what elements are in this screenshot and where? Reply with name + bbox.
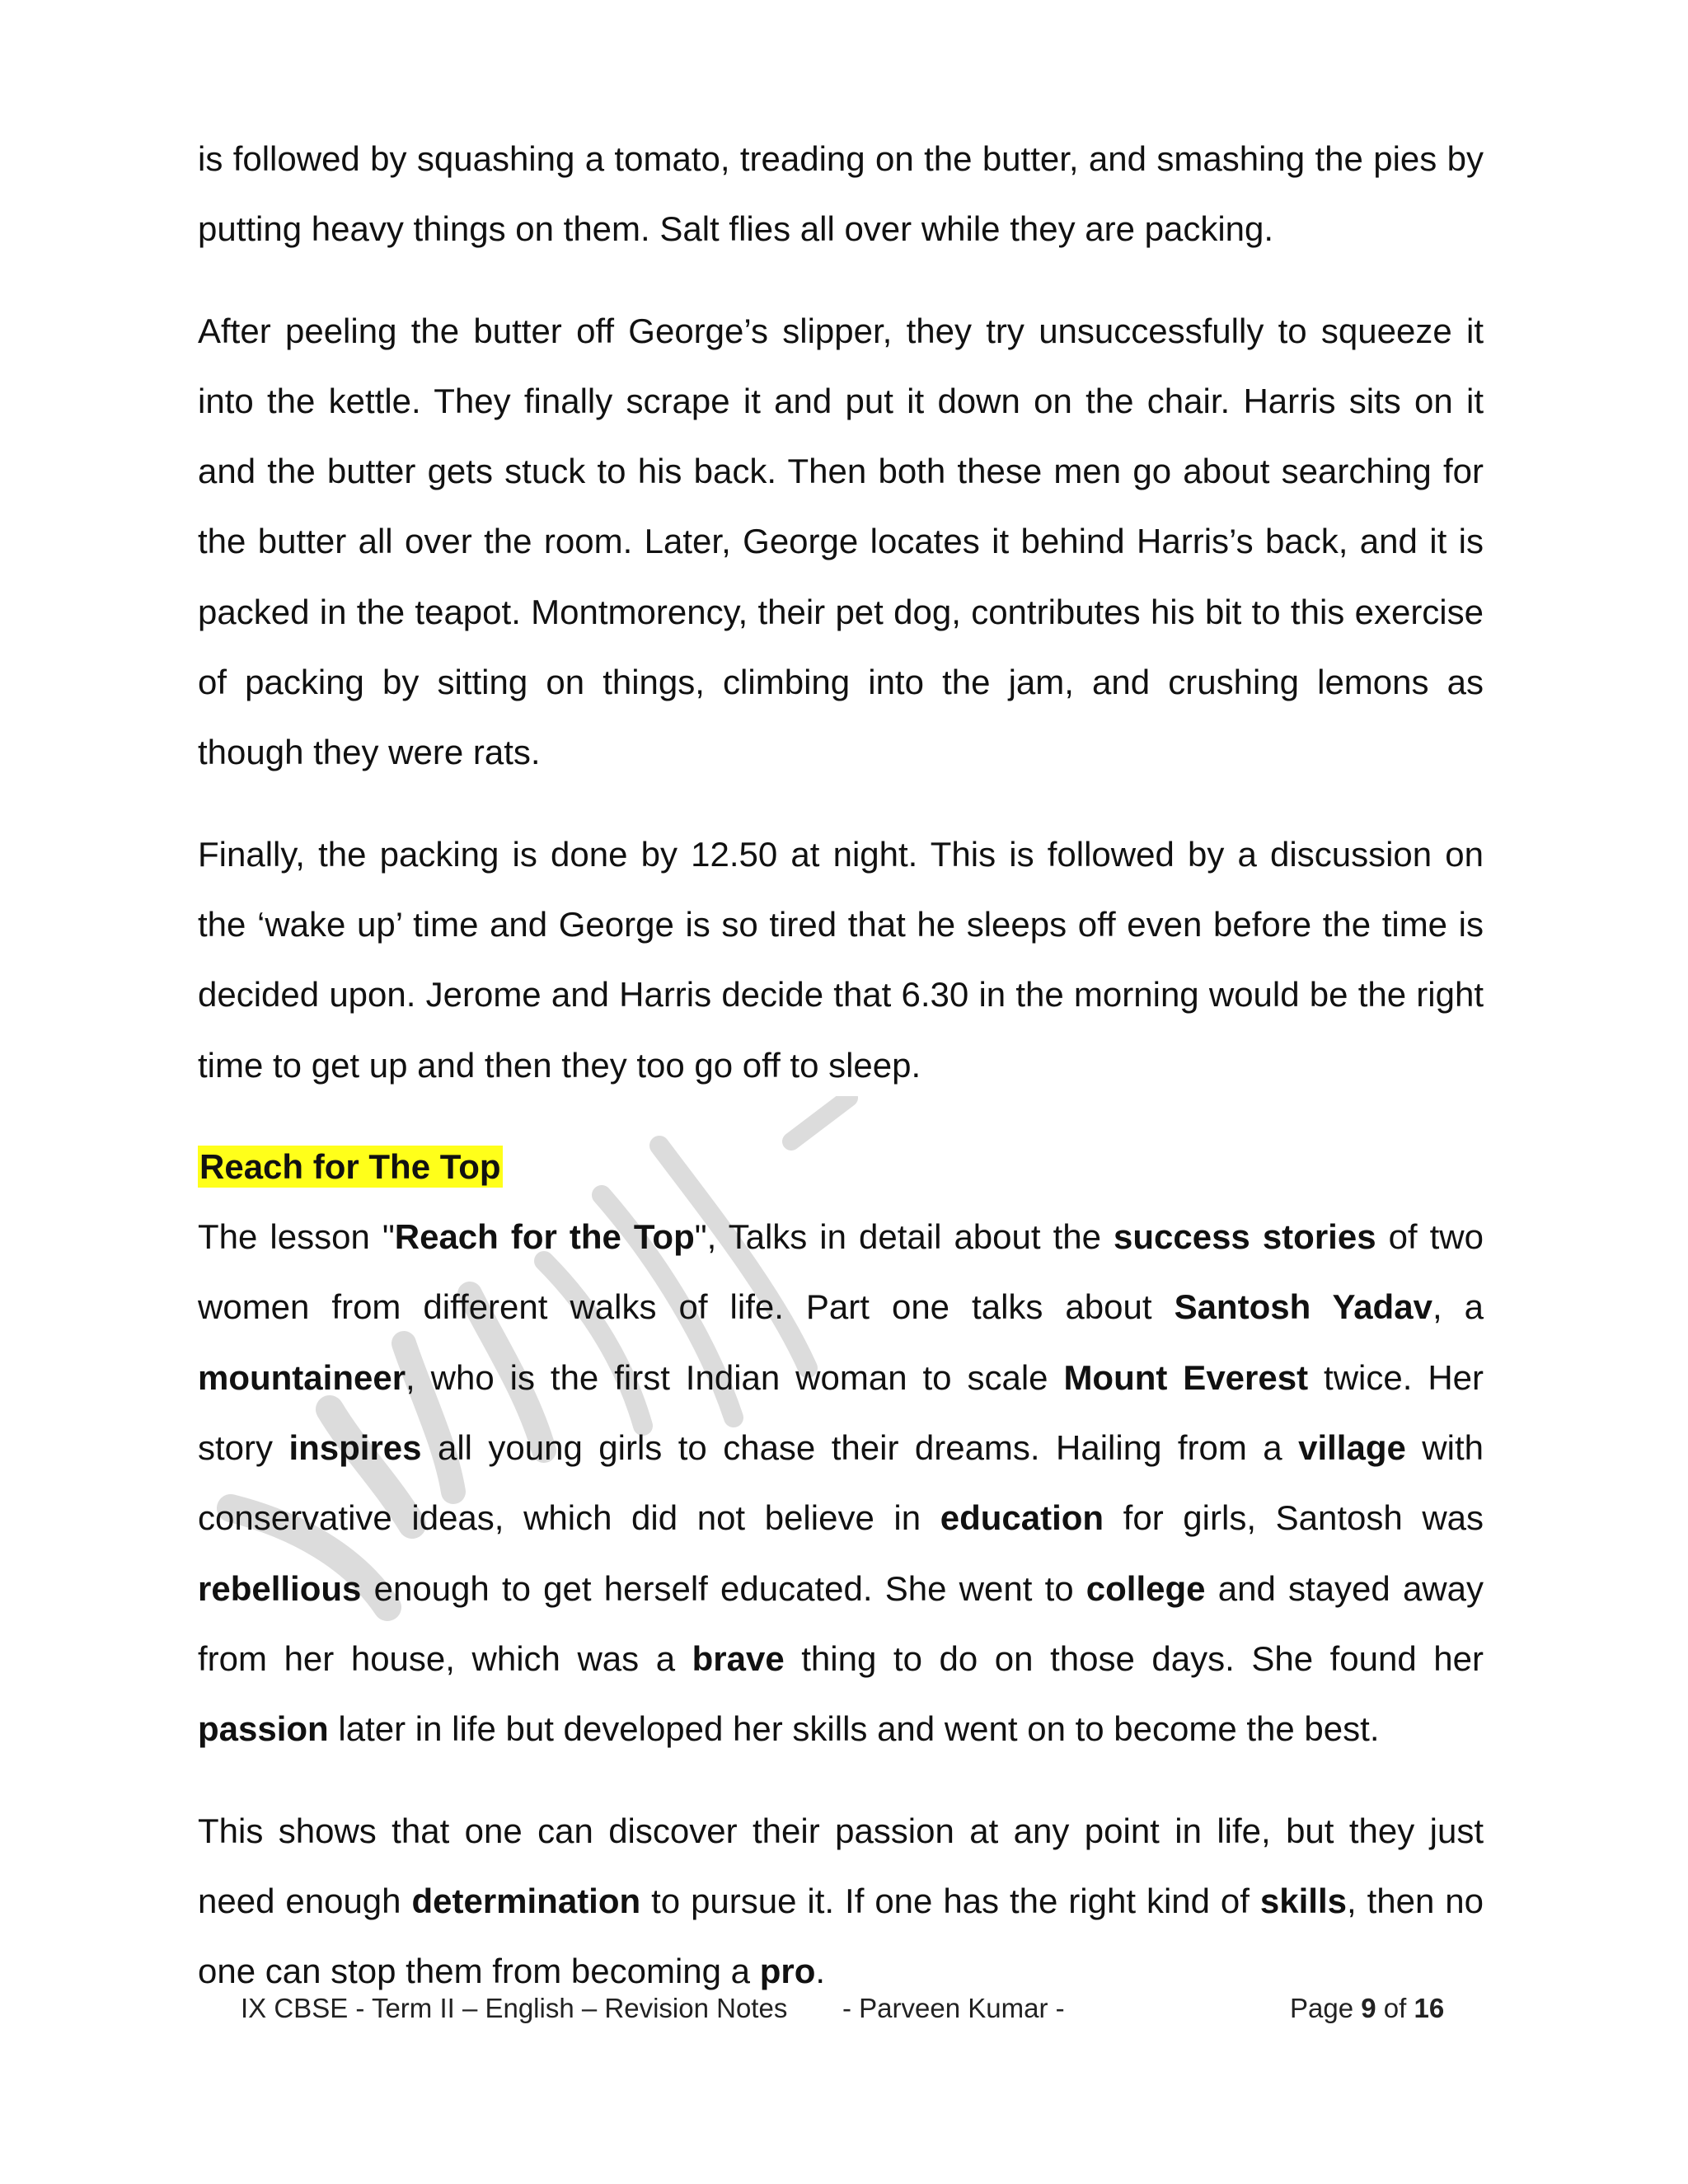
paragraph-5: This shows that one can discover their passion at any point in life, but they just need enough determination to pursue it. If one has the right kind of skills, then no one can stop them from becoming a pro. [198,1811,1484,1991]
footer-page-number: Page 9 of 16 [1290,1993,1445,2023]
page-footer [0,1993,1688,2042]
bold-term: college [1085,1568,1206,1608]
paragraph-spacer [198,1100,1484,1132]
section-heading [198,1132,1484,1202]
bold-term: passion [198,1709,329,1749]
total-pages: 16 [1414,1993,1445,2023]
bold-term: mountaineer [198,1357,406,1397]
bold-term: Santosh Yadav [1174,1287,1432,1327]
current-page: 9 [1361,1993,1376,2023]
paragraph-spacer [198,1765,1484,1796]
paragraph-2: After peeling the butter off George’s slipper, they try unsuccessfully to squeeze it into the kettle. They finally scrape it and put it down on the chair. Harris sits on it and the butter gets stuck to his back. Then both these men go about searching for the butter all over the room. Later, George locates it behind Harris’s back, and it is packed in the teapot. Montmorency, their pet dog, contributes his bit to this exercise of packing by sitting on things, climbing into the jam, and crushing lemons as though they were rats. [198,311,1484,772]
paragraph-spacer [198,265,1484,296]
paragraph-1: is followed by squashing a tomato, treading on the butter, and smashing the pies by putting heavy things on them. Salt flies all over while they are packing. [198,139,1484,249]
bold-term: rebellious [198,1568,362,1608]
bold-term: Reach for the Top [394,1217,695,1257]
bold-term: success stories [1113,1217,1376,1257]
paragraph-4: The lesson "Reach for the Top", Talks in detail about the success stories of two women from different walks of life. Part one talks about Santosh Yadav, a mountaineer, who is the first Indian woman to scale Mount Everest twice. Her story inspires all young girls to chase their dreams. Hailing from a village with conservative ideas, which did not believe in education for girls, Santosh was rebellious enough to get herself educated. She went to college and stayed away from her house, which was a brave thing to do on those days. She found her passion later in life but developed her skills and went on to become the best. [198,1217,1484,1749]
footer-course-title: IX CBSE - Term II – English – Revision Notes [241,1993,788,2023]
paragraph-spacer [198,788,1484,819]
bold-term: skills [1259,1881,1347,1920]
footer-author: - Parveen Kumar - [842,1993,1065,2023]
bold-term: education [940,1498,1104,1538]
section-heading-highlight: Reach for The Top [199,1146,501,1186]
bold-term: determination [411,1881,641,1920]
bold-term: pro [759,1952,816,1991]
page-content [198,124,1484,2006]
bold-term: inspires [288,1428,422,1468]
bold-term: village [1298,1428,1406,1468]
bold-term: Mount Everest [1063,1357,1309,1397]
paragraph-3: Finally, the packing is done by 12.50 at night. This is followed by a discussion on the ‘wake up’ time and George is so tired that he sleeps off even before the time is decided upon. Jerome and Harris decide that 6.30 in the morning would be the right time to get up and then they too go off to sleep. [198,834,1484,1085]
bold-term: brave [692,1638,785,1678]
